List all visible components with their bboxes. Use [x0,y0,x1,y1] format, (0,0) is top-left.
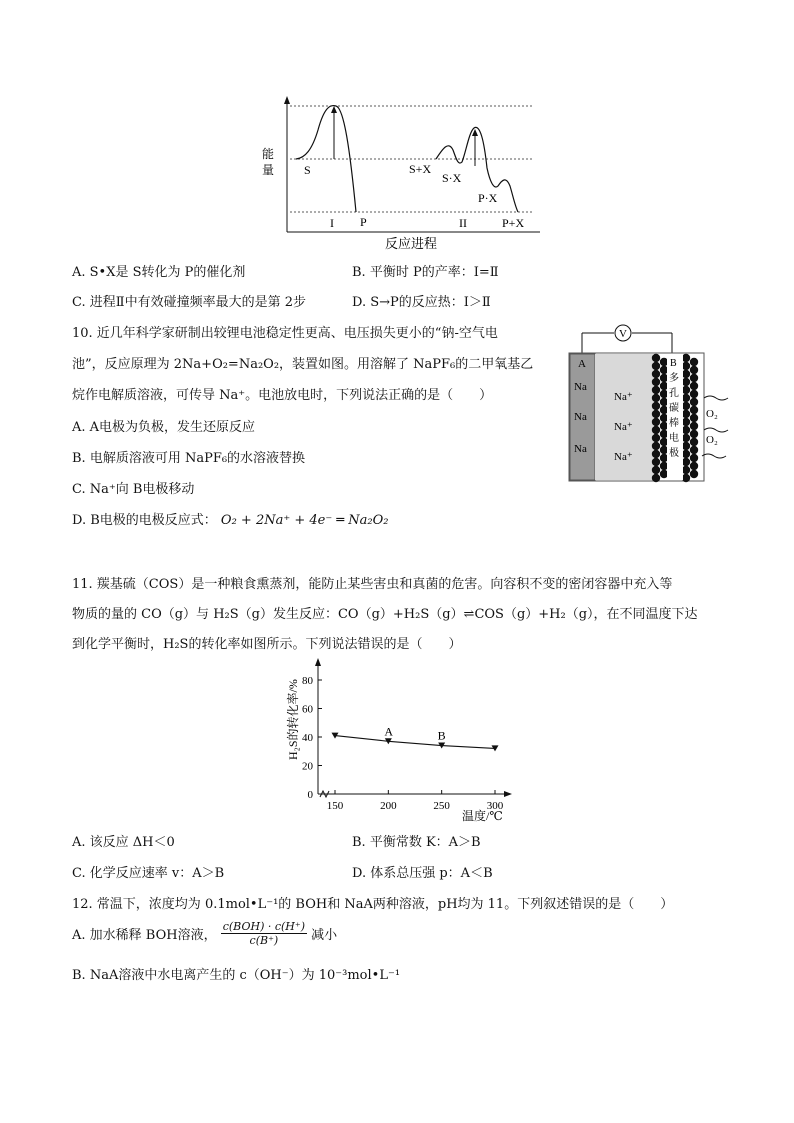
chart-annotation-B: B [437,728,446,743]
q12-fraction-numerator: c(BOH) · c(H⁺) [222,920,305,933]
chart-y-axis-arrow [315,658,321,666]
carbon-particle [660,414,668,422]
q11-option-c: C. 化学反应速率 v：A＞B [72,866,225,881]
battery-diagram [560,318,740,488]
carbon-particle [660,390,668,398]
carbon-particle [682,442,690,450]
chart-x-axis-arrow [504,791,512,797]
carbon-particle [690,438,698,446]
q11-line-3: 到化学平衡时，H₂S的转化率如图所示。下列说法错误的是（ ） [72,637,462,652]
carbon-particle [690,366,698,374]
q12-line-1: 12. 常温下，浓度均为 0.1mol•L⁻¹的 BOH和 NaA两种溶液，pH均为 11。下列叙述错误的是（ ） [72,897,674,912]
carbon-particle [690,414,698,422]
o2-label-1: O₂ [706,408,718,420]
carbon-particle [690,398,698,406]
chart-series [332,724,499,751]
carbon-particle [660,430,668,438]
na-ion-2: Na⁺ [614,421,633,433]
carbon-particle [660,438,668,446]
label-I: I [330,216,334,230]
electrode-b-char-4: 碳 [669,403,679,414]
q10-option-d-equation: O₂ + 2Na⁺ + 4e⁻ ═ Na₂O₂ [220,513,389,528]
carbon-particle [690,470,698,478]
q10-option-d-prefix: D. B电极的电极反应式： [72,513,217,528]
carbon-particle [652,386,660,394]
carbon-particle [652,458,660,466]
carbon-particle [652,418,660,426]
carbon-particle [682,410,690,418]
q10-option-b: B. 电解质溶液可用 NaPF₆的水溶液替换 [72,451,306,466]
carbon-particle [682,426,690,434]
q10-option-c: C. Na⁺向 B电极移动 [72,482,195,497]
q12-fraction-denominator: c(B⁺) [249,934,279,947]
carbon-particle [652,442,660,450]
carbon-particle [682,354,690,362]
q11-option-b: B. 平衡常数 K：A＞B [352,835,481,850]
carbon-particle [690,406,698,414]
na-metal-1: Na [574,381,587,393]
label-P-dot-X: P·X [478,191,498,205]
electrode-b-char-7: 极 [669,448,679,459]
q11-line-1: 11. 羰基硫（COS）是一种粮食熏蒸剂，能防止某些害虫和真菌的危害。向容积不变的密闭容器中充入等 [72,577,673,592]
chart-x-tick-label: 300 [486,800,504,812]
na-ion-3: Na⁺ [614,451,633,463]
carbon-particle [660,406,668,414]
carbon-particle [660,462,668,470]
o2-flow-3 [702,454,726,458]
q11-option-a: A. 该反应 ΔH＜0 [72,835,175,850]
na-ion-1: Na⁺ [614,391,633,403]
q12-option-b: B. NaA溶液中水电离产生的 c（OH⁻）为 10⁻³mol•L⁻¹ [72,968,401,983]
chart-ylabel: H₂S的转化率/% [286,679,300,760]
carbon-particle [660,374,668,382]
carbon-particle [690,454,698,462]
carbon-particle [682,370,690,378]
carbon-particle [660,358,668,366]
carbon-particle [652,410,660,418]
electrode-a-label: A [578,358,586,370]
carbon-particle [682,434,690,442]
xlabel: 反应进程 [385,236,438,251]
electrode-b-char-5: 棒 [669,418,679,429]
y-axis-arrow [284,96,290,104]
carbon-particle [652,474,660,482]
carbon-particle [652,394,660,402]
chart-xlabel: 温度/℃ [462,809,503,823]
na-metal-3: Na [574,443,587,455]
carbon-particle [682,458,690,466]
carbon-particle [690,446,698,454]
carbon-particle [660,382,668,390]
chart-y-tick-label: 20 [302,760,313,773]
ylabel-1: 能 [262,147,275,161]
conversion-chart [270,655,520,827]
carbon-particle [682,378,690,386]
carbon-particle [690,390,698,398]
o2-flow-2 [704,428,728,432]
chart-x-tick-label: 150 [326,800,344,812]
q11-option-d: D. 体系总压强 p：A＜B [352,866,493,881]
carbon-particle [690,358,698,366]
o2-label-2: O₂ [706,434,718,446]
chart-series-line [335,736,495,749]
q10-line-2: 池”，反应原理为 2Na+O₂=Na₂O₂，装置如图。用溶解了 NaPF₆的二甲氧基乙 [72,357,534,372]
carbon-particle [690,462,698,470]
carbon-particle [652,434,660,442]
carbon-particle [660,366,668,374]
q10-option-d [72,509,389,528]
carbon-particle [690,430,698,438]
label-P-plus-X: P+X [502,216,525,230]
q12-option-a [72,920,337,947]
q12-option-a-prefix: A. 加水稀释 BOH溶液， [72,928,217,943]
na-metal-2: Na [574,411,587,423]
carbon-particle [652,370,660,378]
q10-line-3: 烷作电解质溶液，可传导 Na⁺。电池放电时，下列说法正确的是（ ） [72,388,493,403]
electrode-b-char-6: 电 [669,433,679,444]
carbon-particle [682,386,690,394]
label-S-plus-X: S+X [409,162,432,176]
electrode-b-char-3: 孔 [669,388,679,399]
chart-y-tick-label: 60 [302,703,313,716]
carbon-particle [652,362,660,370]
carbon-particle [652,466,660,474]
carbon-particle [682,466,690,474]
carbon-particle [682,418,690,426]
carbon-particle [690,382,698,390]
carbon-particle [690,374,698,382]
carbon-particle [652,402,660,410]
carbon-particle [660,446,668,454]
electrode-b-char-2: 多 [669,373,679,384]
carbon-particle [682,474,690,482]
carbon-particle [660,470,668,478]
chart-x-tick-label: 200 [380,800,397,812]
q9-option-c: C. 进程Ⅱ中有效碰撞频率最大的是第 2步 [72,295,306,310]
q10-line-1: 10. 近几年科学家研制出较锂电池稳定性更高、电压损失更小的“钠-空气电 [72,326,498,341]
ylabel-2: 量 [262,163,275,177]
q9-option-a: A. S•X是 S转化为 P的催化剂 [72,265,246,280]
label-S-dot-X: S·X [442,171,462,185]
q12-option-a-fraction [221,920,307,947]
carbon-particle [690,422,698,430]
carbon-particle [660,422,668,430]
chart-y-tick-label: 80 [302,675,313,687]
chart-y-tick-label: 40 [302,732,313,744]
chart-axes [315,658,512,797]
q12-option-a-suffix: 减小 [311,928,338,943]
carbon-particle [652,450,660,458]
carbon-particle [682,362,690,370]
chart-ticks [302,675,504,812]
chart-x-tick-label: 250 [433,800,450,812]
electrode-b-char-1: B [670,358,677,369]
carbon-particle [682,450,690,458]
chart-annotation-A: A [384,724,394,739]
label-S: S [304,163,311,177]
energy-diagram [250,92,550,258]
carbon-particle [660,454,668,462]
arrow-I-head [331,106,337,113]
chart-y-tick-label: 0 [307,789,313,801]
carbon-particle [660,398,668,406]
q10-option-a: A. A电极为负极，发生还原反应 [72,420,256,435]
carbon-particle [682,402,690,410]
o2-flow-1 [704,396,728,400]
carbon-particle [682,394,690,402]
label-P: P [360,215,367,229]
carbon-particle [652,354,660,362]
q9-option-b: B. 平衡时 P的产率：Ⅰ=Ⅱ [352,265,499,280]
voltmeter-label: V [619,328,627,340]
curve-II [436,127,518,212]
label-II: II [459,216,467,230]
q9-option-d: D. S→P的反应热：Ⅰ＞Ⅱ [352,295,491,310]
carbon-particle [652,426,660,434]
q11-line-2: 物质的量的 CO（g）与 H₂S（g）发生反应：CO（g）+H₂S（g）⇌COS（g）+H₂（g），在不同温度下达 [72,607,698,622]
carbon-particle [652,378,660,386]
